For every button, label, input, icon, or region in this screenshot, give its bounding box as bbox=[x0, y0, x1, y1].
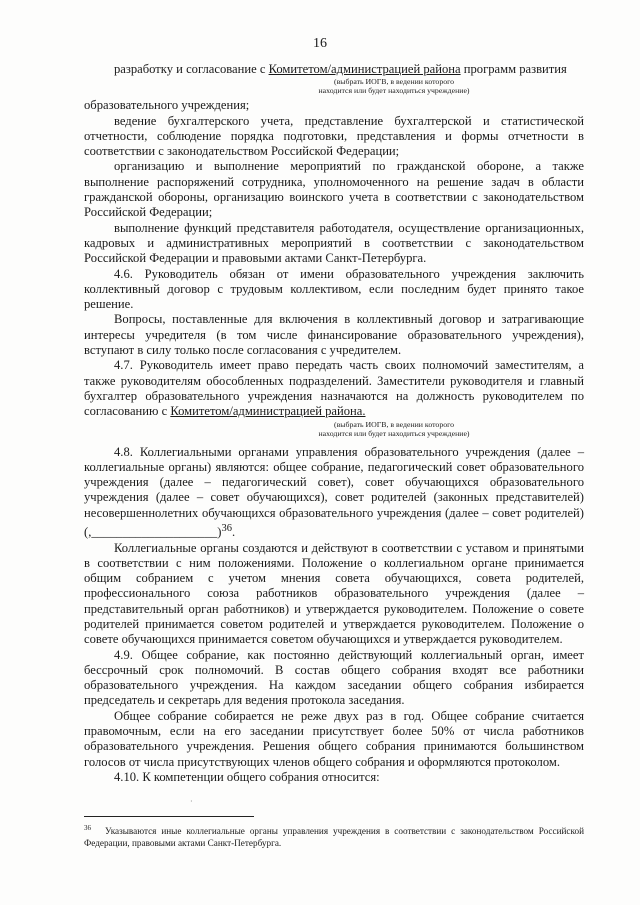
hint-note-1 bbox=[84, 77, 584, 95]
footnote-number: 36 bbox=[84, 824, 91, 832]
paragraph-4-7 bbox=[84, 358, 584, 419]
scan-artifact: · bbox=[190, 797, 193, 806]
paragraph-4-8 bbox=[84, 445, 584, 541]
footnote-reference: 36 bbox=[221, 523, 232, 535]
committee-link-text: Комитетом/администрацией района bbox=[268, 62, 461, 76]
text-run: 4.8. Коллегиальными органами управления образовательного учреждения (далее – коллегиальные органы) являются: общее собрание, педагогический совет образовательного учреждения (далее – педагогический совет), совет обучающихся образовательного учреждения (далее – совет обучающихся), совет родителей (законных представителей) несовершеннолетних обучающихся образовательного учреждения (далее – совет родителей) (, bbox=[84, 444, 584, 540]
paragraph-4-9: 4.9. Общее собрание, как постоянно действующий коллегиальный орган, имеет бессрочный срок полномочий. В состав общего собрания входят все работники образовательного учреждения. На каждом заседании общего собрания избирается председатель и секретарь для ведения протокола заседания. bbox=[84, 647, 584, 708]
footnote bbox=[84, 822, 584, 849]
text-run: . bbox=[231, 525, 236, 540]
hint-note-line: находится или будет находиться учреждение) bbox=[318, 86, 470, 96]
committee-link-text: Комитетом/администрацией района. bbox=[170, 404, 366, 419]
text-run: 4.7. Руководитель имеет право передать часть своих полномочий заместителям, а также руководителям обособленных подразделений. Заместители руководителя и главный бухгалтер образовательного учреждения назначаются на должность руководителем по согласованию с bbox=[84, 358, 584, 419]
paragraph-employer-functions: выполнение функций представителя работодателя, осуществление организационных, кадровых и административных мероприятий в соответствии с законодательством Российской Федерации и правовыми актами Санкт-Петербурга. bbox=[84, 220, 584, 266]
paragraph-civil-defense: организацию и выполнение мероприятий по гражданской обороне, а также выполнение распоряжений сотрудника, уполномоченного на решение задач в области гражданской обороны, организацию воинского учета в соответствии с законодательством Российской Федерации; bbox=[84, 159, 584, 220]
text-run: ) bbox=[217, 525, 222, 540]
footnote-divider bbox=[84, 816, 254, 817]
page-number: 16 bbox=[313, 36, 327, 51]
fill-in-blank: ____________________ bbox=[91, 525, 218, 540]
text-run: программ развития bbox=[460, 62, 567, 76]
paragraph-accounting: ведение бухгалтерского учета, представление бухгалтерской и статистической отчетности, соблюдение порядка подготовки, представления и формы отчетности в соответствии с законодательством Российской Федерации; bbox=[84, 113, 584, 159]
hint-note-line: находится или будет находиться учреждение) bbox=[318, 428, 470, 438]
document-body bbox=[84, 62, 584, 785]
hint-note-line: (выбрать ИОГВ, в ведении которого bbox=[333, 77, 455, 87]
paragraph-4-6: 4.6. Руководитель обязан от имени образовательного учреждения заключить коллективный договор с трудовым коллективом, если последним будет принято такое решение. bbox=[84, 266, 584, 312]
paragraph-development-programs bbox=[84, 62, 584, 77]
footnote-text: Указываются иные коллегиальные органы управления учреждения в соответствии с законодательством Российской Федерации, правовыми актами Санкт-Петербурга. bbox=[84, 826, 584, 849]
paragraph-4-10: 4.10. К компетенции общего собрания относится: bbox=[114, 769, 380, 784]
text-run: разработку и согласование с bbox=[114, 62, 269, 76]
paragraph-collective-agreement: Вопросы, поставленные для включения в коллективный договор и затрагивающие интересы учредителя (в том числе финансирование образовательного учреждения), вступают в силу только после согласования с учредителем. bbox=[84, 312, 584, 358]
paragraph-general-meeting: Общее собрание собирается не реже двух раз в год. Общее собрание считается правомочным, если на его заседании присутствует более 50% от числа работников образовательного учреждения. Решения общего собрания принимаются большинством голосов от числа присутствующих членов общего собрания и оформляются протоколом. bbox=[84, 708, 584, 769]
hint-note-2 bbox=[84, 420, 584, 438]
paragraph-collegial-bodies: Коллегиальные органы создаются и действуют в соответствии с уставом и принятыми в соответствии с ним положениями. Положение о коллегиальном органе принимается общим собранием с учетом мнения совета обучающихся, совета родителей, профессионального союза работников образовательного учреждения (далее – представительный орган работников) и утверждается руководителем. Положение о совете родителей принимается советом родителей и утверждается руководителем. Положение о совете обучающихся принимается советом обучающихся и утверждается руководителем. bbox=[84, 540, 584, 647]
paragraph-continuation: образовательного учреждения; bbox=[84, 98, 250, 113]
hint-note-line: (выбрать ИОГВ, в ведении которого bbox=[333, 419, 455, 429]
